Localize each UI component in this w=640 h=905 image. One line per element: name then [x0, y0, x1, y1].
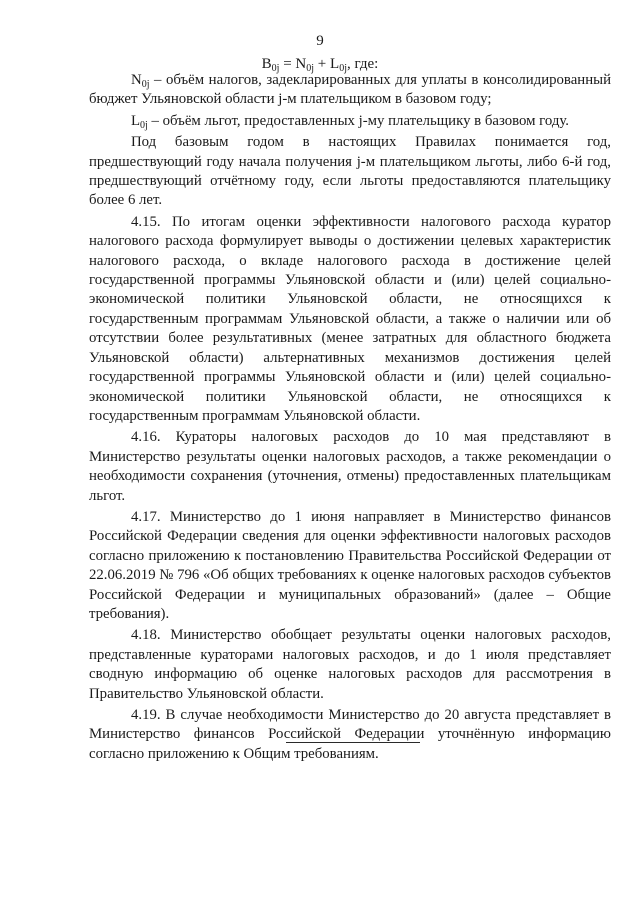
- definition-n: [89, 71, 611, 110]
- definition-l-symbol: L: [131, 112, 141, 129]
- definition-n-text: – объём налогов, задекларированных для уплаты в консолидированный бюджет Ульяновской области j-м плательщиком в базовом году;: [89, 72, 611, 108]
- definition-l-sub: 0j: [140, 119, 148, 131]
- definition-n-symbol: N: [131, 72, 142, 88]
- formula-term-n-sub: 0j: [306, 63, 315, 74]
- formula-term-l: L: [330, 56, 340, 72]
- paragraph-4-18: 4.18. Министерство обобщает результаты оценки налоговых расходов, представленные кураторами налоговых расходов, и до 1 июля представляет сводную информацию об оценке налоговых расходов для рассмотрения в Правительство Ульяновской области.: [89, 627, 611, 702]
- definition-l: [89, 112, 611, 131]
- definition-n-sub: 0j: [141, 79, 150, 90]
- page-number: 9: [316, 33, 324, 49]
- paragraph-4-19: 4.19. В случае необходимости Министерство до 20 августа представляет в Министерство финансов Российской Федерации уточнённую информацию согласно приложению к Общим требованиям.: [89, 707, 611, 762]
- formula-eq: =: [279, 56, 296, 72]
- paragraph-4-15: 4.15. По итогам оценки эффективности налогового расхода куратор налогового расхода формулирует выводы о достижении целевых характеристик налогового расхода, о вкладе налогового расхода в достижение целей государственной программы Ульяновской области и (или) целей социально-экономической политики Ульяновской области, не относящихся к государственным программам Ульяновской области, а также о наличии или об отсутствии более результативных (менее затратных для областного бюджета Ульяновской области) альтернативных механизмов достижения целей государственной программы Ульяновской области и (или) целей социально-экономической политики Ульяновской области, не относящихся к государственным программам Ульяновской области.: [89, 213, 611, 424]
- formula-plus: +: [314, 56, 331, 72]
- formula-lhs: B: [261, 56, 272, 72]
- paragraph-4-16: 4.16. Кураторы налоговых расходов до 10 мая представляют в Министерство результаты оценки налоговых расходов, а также рекомендации о необходимости сохранения (уточнения, отмены) предоставленных плательщикам льгот.: [89, 429, 611, 504]
- paragraph-base-year: Под базовым годом в настоящих Правилах понимается год, предшествующий году начала получения j-м плательщиком льготы, либо 6-й год, предшествующий отчётному году, если льготы предоставляются плательщику более 6 лет.: [89, 134, 611, 209]
- formula-tail: , где:: [346, 56, 379, 72]
- formula-lhs-sub: 0j: [271, 63, 280, 74]
- body-text: [89, 71, 611, 764]
- definition-l-text: – объём льгот, предоставленных j-му плательщику в базовом году.: [147, 112, 570, 129]
- formula-term-n: N: [295, 56, 307, 72]
- paragraph-4-17: 4.17. Министерство до 1 июня направляет в Министерство финансов Российской Федерации сведения для оценки эффективности налоговых расходов согласно приложению к постановлению Правительства Российской Федерации от 22.06.2019 № 796 «Об общих требованиях к оценке налоговых расходов субъектов Российской Федерации и муниципальных образований» (далее – Общие требования).: [89, 508, 611, 622]
- formula-term-l-sub: 0j: [339, 63, 347, 74]
- end-separator-line: [286, 742, 420, 743]
